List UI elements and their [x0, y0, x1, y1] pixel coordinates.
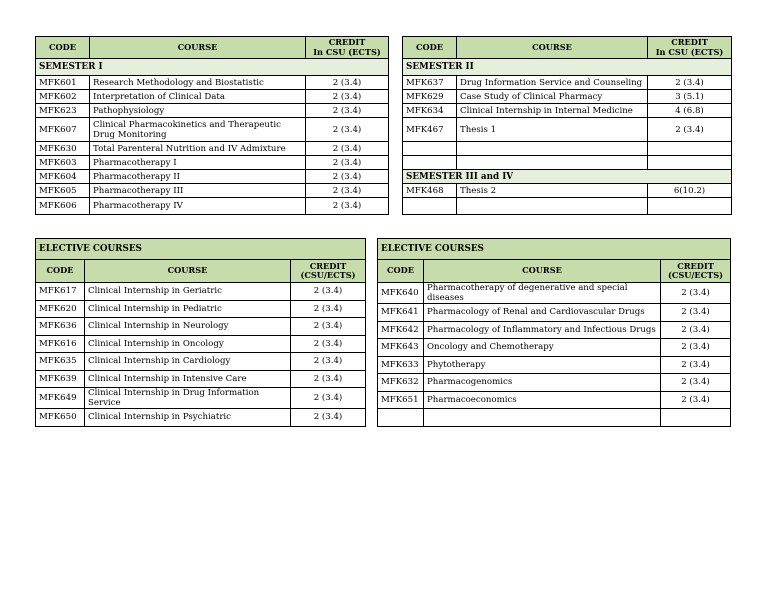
course-credit: 2 (3.4): [306, 156, 389, 170]
semester-2-title: SEMESTER II: [403, 59, 732, 76]
course-credit: 2 (3.4): [306, 76, 389, 90]
course-code: MFK629: [403, 90, 457, 104]
empty-cell: [378, 409, 424, 427]
empty-cell: [648, 156, 732, 170]
empty-cell: [403, 198, 457, 215]
course-name: Oncology and Chemotherapy: [424, 339, 661, 357]
course-code: MFK607: [36, 118, 90, 142]
semester-3-4-title: SEMESTER III and IV: [403, 170, 732, 184]
course-name: Pharmacology of Inflammatory and Infectious Drugs: [424, 321, 661, 339]
course-code: MFK642: [378, 321, 424, 339]
course-credit: 2 (3.4): [306, 184, 389, 198]
empty-cell: [661, 409, 731, 427]
course-name: Phytotherapy: [424, 356, 661, 374]
course-name: Pharmacotherapy IV: [90, 198, 306, 215]
course-credit: 2 (3.4): [661, 339, 731, 357]
course-code: MFK616: [36, 335, 85, 353]
header-code: CODE: [403, 37, 457, 59]
course-credit: 2 (3.4): [291, 335, 366, 353]
course-credit: 2 (3.4): [306, 118, 389, 142]
course-credit: 2 (3.4): [291, 300, 366, 318]
course-code: MFK650: [36, 409, 85, 427]
course-name: Pharmacotherapy III: [90, 184, 306, 198]
empty-cell: [648, 198, 732, 215]
course-code: MFK649: [36, 388, 85, 409]
course-code: MFK630: [36, 142, 90, 156]
course-name: Clinical Internship in Psychiatric: [85, 409, 291, 427]
empty-cell: [457, 198, 648, 215]
course-name: Total Parenteral Nutrition and IV Admixture: [90, 142, 306, 156]
course-name: Pharmacoeconomics: [424, 391, 661, 409]
course-code: MFK634: [403, 104, 457, 118]
header-course: COURSE: [457, 37, 648, 59]
empty-cell: [457, 156, 648, 170]
header-course: COURSE: [85, 260, 291, 283]
course-code: MFK623: [36, 104, 90, 118]
course-code: MFK639: [36, 370, 85, 388]
elective-table-right: [377, 238, 731, 427]
course-name: Pharmacotherapy of degenerative and special diseases: [424, 283, 661, 304]
course-name: Clinical Internship in Oncology: [85, 335, 291, 353]
header-course: COURSE: [90, 37, 306, 59]
course-code: MFK641: [378, 304, 424, 322]
course-code: MFK635: [36, 353, 85, 371]
course-credit: 2 (3.4): [661, 356, 731, 374]
course-code: MFK603: [36, 156, 90, 170]
course-credit: 2 (3.4): [291, 388, 366, 409]
header-credit: CREDIT In CSU (ECTS): [306, 37, 389, 59]
course-credit: 2 (3.4): [291, 283, 366, 301]
header-credit: CREDIT (CSU/ECTS): [661, 260, 731, 283]
elective-title: ELECTIVE COURSES: [36, 239, 366, 260]
course-code: MFK468: [403, 184, 457, 198]
course-credit: 2 (3.4): [306, 170, 389, 184]
course-name: Clinical Internship in Intensive Care: [85, 370, 291, 388]
course-credit: 2 (3.4): [306, 198, 389, 215]
header-code: CODE: [36, 260, 85, 283]
empty-cell: [403, 156, 457, 170]
header-code: CODE: [378, 260, 424, 283]
course-name: Drug Information Service and Counseling: [457, 76, 648, 90]
course-credit: 2 (3.4): [661, 321, 731, 339]
course-name: Interpretation of Clinical Data: [90, 90, 306, 104]
header-course: COURSE: [424, 260, 661, 283]
course-name: Pharmacology of Renal and Cardiovascular Drugs: [424, 304, 661, 322]
course-credit: 6(10.2): [648, 184, 732, 198]
course-credit: 2 (3.4): [306, 104, 389, 118]
course-credit: 2 (3.4): [291, 318, 366, 336]
course-credit: 2 (3.4): [291, 370, 366, 388]
course-credit: 2 (3.4): [648, 76, 732, 90]
course-name: Thesis 1: [457, 118, 648, 142]
elective-table-left: [35, 238, 366, 427]
header-credit: CREDIT (CSU/ECTS): [291, 260, 366, 283]
course-code: MFK602: [36, 90, 90, 104]
course-code: MFK617: [36, 283, 85, 301]
header-credit: CREDIT In CSU (ECTS): [648, 37, 732, 59]
course-credit: 2 (3.4): [661, 374, 731, 392]
course-credit: 2 (3.4): [661, 391, 731, 409]
course-code: MFK636: [36, 318, 85, 336]
header-code: CODE: [36, 37, 90, 59]
course-credit: 2 (3.4): [291, 353, 366, 371]
course-code: MFK637: [403, 76, 457, 90]
course-credit: 2 (3.4): [661, 283, 731, 304]
empty-cell: [403, 142, 457, 156]
course-credit: 2 (3.4): [291, 409, 366, 427]
course-name: Thesis 2: [457, 184, 648, 198]
course-code: MFK620: [36, 300, 85, 318]
course-name: Pharmacotherapy II: [90, 170, 306, 184]
course-code: MFK467: [403, 118, 457, 142]
empty-cell: [648, 142, 732, 156]
course-name: Clinical Internship in Pediatric: [85, 300, 291, 318]
course-code: MFK643: [378, 339, 424, 357]
elective-title: ELECTIVE COURSES: [378, 239, 731, 260]
course-code: MFK640: [378, 283, 424, 304]
semester-table: [35, 36, 732, 215]
course-credit: 2 (3.4): [306, 142, 389, 156]
course-name: Pharmacotherapy I: [90, 156, 306, 170]
course-code: MFK633: [378, 356, 424, 374]
course-name: Pathophysiology: [90, 104, 306, 118]
course-name: Clinical Pharmacokinetics and Therapeutic Drug Monitoring: [90, 118, 306, 142]
course-name: Clinical Internship in Drug Information Service: [85, 388, 291, 409]
course-name: Pharmacogenomics: [424, 374, 661, 392]
empty-cell: [457, 142, 648, 156]
course-code: MFK605: [36, 184, 90, 198]
course-name: Clinical Internship in Internal Medicine: [457, 104, 648, 118]
course-credit: 2 (3.4): [648, 118, 732, 142]
course-name: Research Methodology and Biostatistic: [90, 76, 306, 90]
course-name: Clinical Internship in Neurology: [85, 318, 291, 336]
course-code: MFK632: [378, 374, 424, 392]
course-code: MFK651: [378, 391, 424, 409]
course-code: MFK601: [36, 76, 90, 90]
course-credit: 2 (3.4): [306, 90, 389, 104]
semester-1-title: SEMESTER I: [36, 59, 389, 76]
course-name: Clinical Internship in Cardiology: [85, 353, 291, 371]
course-code: MFK606: [36, 198, 90, 215]
course-credit: 3 (5.1): [648, 90, 732, 104]
course-credit: 4 (6.8): [648, 104, 732, 118]
course-credit: 2 (3.4): [661, 304, 731, 322]
course-name: Clinical Internship in Geriatric: [85, 283, 291, 301]
course-name: Case Study of Clinical Pharmacy: [457, 90, 648, 104]
course-code: MFK604: [36, 170, 90, 184]
empty-cell: [424, 409, 661, 427]
